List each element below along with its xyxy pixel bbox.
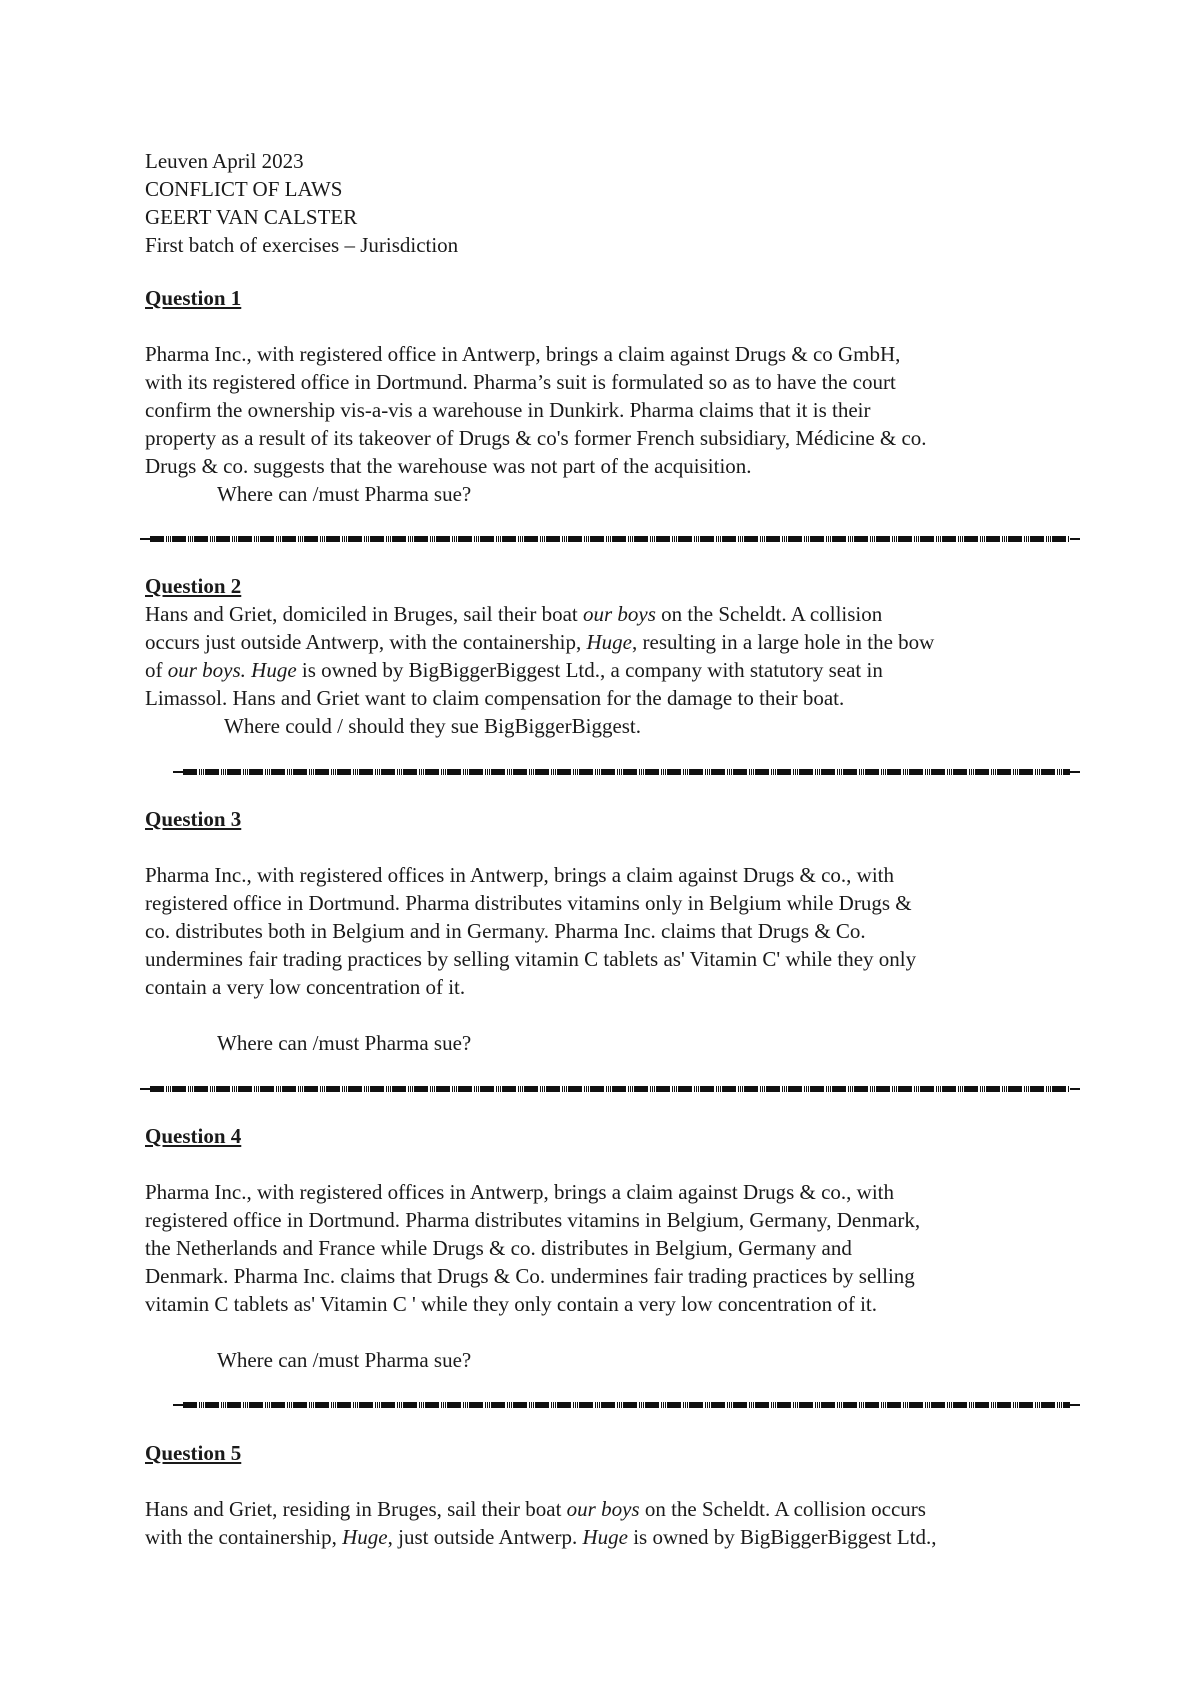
question-text-line: property as a result of its takeover of Drugs & co's former French subsidiary, Médicine & co. [145,426,927,450]
header-place-date: Leuven April 2023 [145,149,304,173]
question-4 [145,1122,1085,1374]
text-run: of [145,658,168,682]
text-run: on the Scheldt. A collision occurs [639,1497,926,1521]
question-text-line [145,1495,1085,1523]
section-divider [183,1402,1070,1408]
question-text-line [145,656,1085,684]
question-text-line: Pharma Inc., with registered offices in Antwerp, brings a claim against Drugs & co., with [145,1180,895,1204]
spacer [145,1001,1085,1029]
boat-name: our boys [566,1497,640,1521]
question-text-line [145,628,1085,656]
text-run: , just outside Antwerp. [387,1525,583,1549]
text-run: Hans and Griet, domiciled in Bruges, sail their boat [145,602,583,626]
question-text-line: the Netherlands and France while Drugs & co. distributes in Belgium, Germany and [145,1236,852,1260]
question-text-line: Denmark. Pharma Inc. claims that Drugs & Co. undermines fair trading practices by selling [145,1264,915,1288]
document-header [145,147,1085,259]
text-run: on the Scheldt. A collision [655,602,883,626]
question-prompt: Where could / should they sue BigBiggerBiggest. [224,714,642,738]
header-course: CONFLICT OF LAWS [145,177,343,201]
question-text-line: registered office in Dortmund. Pharma distributes vitamins in Belgium, Germany, Denmark, [145,1208,921,1232]
question-text-line [145,1523,1085,1551]
question-text-line: vitamin C tablets as' Vitamin C ' while they only contain a very low concentration of it. [145,1292,878,1316]
question-title: Question 5 [145,1441,242,1465]
spacer [145,1467,1085,1495]
boat-name: our boys [167,658,241,682]
section-divider [150,1086,1070,1092]
question-text-line: Pharma Inc., with registered offices in Antwerp, brings a claim against Drugs & co., with [145,863,895,887]
spacer [145,1150,1085,1178]
question-1 [145,284,1085,508]
section-divider [183,769,1070,775]
boat-name: our boys [583,602,656,626]
question-text-line: contain a very low concentration of it. [145,975,466,999]
question-title: Question 3 [145,807,242,831]
header-subtitle: First batch of exercises – Jurisdiction [145,233,459,257]
question-text-line: co. distributes both in Belgium and in Germany. Pharma Inc. claims that Drugs & Co. [145,919,866,943]
text-run: Hans and Griet, residing in Bruges, sail their boat [145,1497,567,1521]
question-3 [145,805,1085,1057]
question-prompt: Where can /must Pharma sue? [217,482,472,506]
question-prompt: Where can /must Pharma sue? [217,1031,472,1055]
question-text-line [145,600,1085,628]
text-run: is owned by BigBiggerBiggest Ltd., a company with statutory seat in [296,658,883,682]
header-author: GEERT VAN CALSTER [145,205,358,229]
text-run: , resulting in a large hole in the bow [632,630,935,654]
text-run: . [240,658,252,682]
text-run: occurs just outside Antwerp, with the containership, [145,630,587,654]
ship-name: Huge [582,1525,628,1549]
spacer [145,1318,1085,1346]
question-text-line: Limassol. Hans and Griet want to claim compensation for the damage to their boat. [145,686,845,710]
question-text-line: confirm the ownership vis-a-vis a warehouse in Dunkirk. Pharma claims that it is their [145,398,871,422]
question-text-line: undermines fair trading practices by selling vitamin C tablets as' Vitamin C' while they only [145,947,917,971]
spacer [145,312,1085,340]
ship-name: Huge [251,658,297,682]
question-title: Question 2 [145,574,242,598]
text-run: with the containership, [145,1525,343,1549]
question-title: Question 4 [145,1124,242,1148]
spacer [145,833,1085,861]
question-text-line: with its registered office in Dortmund. Pharma’s suit is formulated so as to have the court [145,370,896,394]
question-5 [145,1439,1085,1551]
question-text-line: registered office in Dortmund. Pharma distributes vitamins only in Belgium while Drugs & [145,891,912,915]
text-run: is owned by BigBiggerBiggest Ltd., [627,1525,937,1549]
question-prompt: Where can /must Pharma sue? [217,1348,472,1372]
ship-name: Huge [586,630,633,654]
question-2 [145,572,1085,740]
question-text-line: Pharma Inc., with registered office in Antwerp, brings a claim against Drugs & co GmbH, [145,342,901,366]
question-text-line: Drugs & co. suggests that the warehouse was not part of the acquisition. [145,454,752,478]
question-title: Question 1 [145,286,242,310]
section-divider [150,536,1070,542]
ship-name: Huge [342,1525,388,1549]
